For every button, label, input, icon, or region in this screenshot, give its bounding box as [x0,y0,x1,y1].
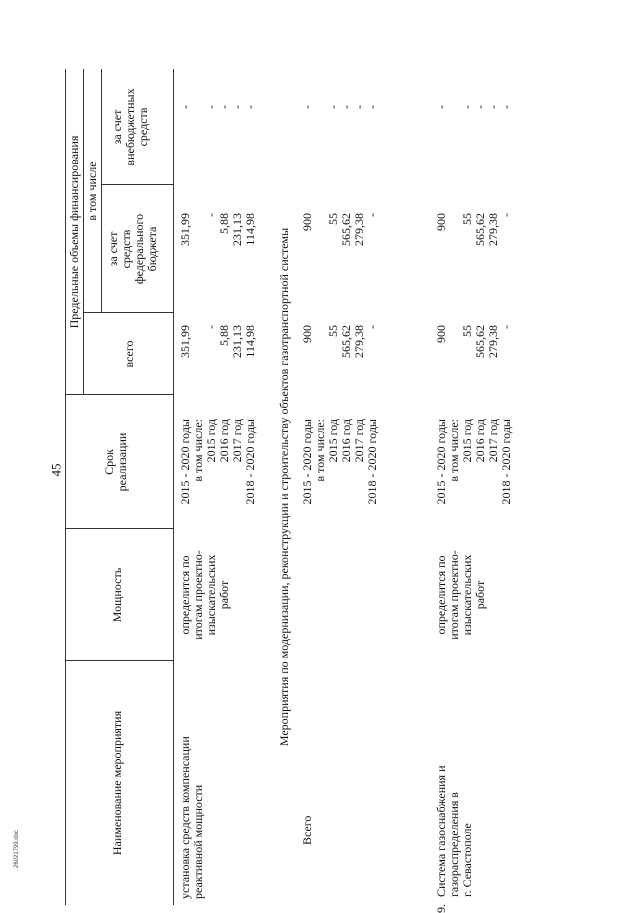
row9-period: 2015 - 2020 годы в том числе: 2015 год 2016 год 2017 год 2018 - 2020 годы [434,419,513,505]
row-total-federal: 900 55 565,62 279,38 - [300,213,379,246]
row9-name: Система газоснабжения и газораспределения в г. Севастополе [434,765,474,897]
row-total-name: Всего [300,815,314,845]
header-extrabudget: за счет внебюджетных средств [110,88,150,166]
including-sub-border [101,69,102,313]
section-title: Мероприятия по модернизации, реконструкции и строительству объектов газотранспортной системы [277,227,291,747]
row9-federal: 900 55 565,62 279,38 - [434,213,513,246]
row9-total: 900 55 565,62 279,38 - [434,325,513,358]
row-total-period: 2015 - 2020 годы в том числе: 2015 год 2016 год 2017 год 2018 - 2020 годы [300,419,379,505]
header-capacity: Мощность [110,567,124,623]
header-bottom-border [173,69,174,905]
row1-federal: 351,99 - 5,88 231,13 114,98 [178,213,257,246]
row9-extrabudget: - - - - - [434,105,513,109]
row9-num: 9. [434,904,448,913]
row-total-total: 900 55 565,62 279,38 - [300,325,379,358]
table-top-border [65,69,66,905]
row1-period: 2015 - 2020 годы в том числе: 2015 год 2016 год 2017 год 2018 - 2020 годы [178,419,257,505]
row1-extrabudget: - - - - - [178,105,257,109]
header-including: в том числе [85,161,99,221]
row9-capacity: определится по итогам проектно- изыскательских работ [434,550,487,640]
header-financing: Предельные объемы финансирования [67,135,81,329]
row1-total: 351,99 - 5,88 231,13 114,98 [178,325,257,358]
header-name: Наименование мероприятия [110,710,124,856]
financing-sub-border [83,69,84,395]
row1-name: установка средств компенсации реактивной мощности [178,736,205,899]
header-period: Срок реализации [102,432,129,492]
footer-filename: 26021799.doc [14,829,20,868]
rotated-table [65,65,590,913]
row-total-extrabudget: - - - - - [300,105,379,109]
page-number: 45 [48,463,64,477]
row1-capacity: определится по итогам проектно- изыскательских работ [178,550,231,640]
header-total: всего [122,340,136,368]
header-federal: за счет средств федерального бюджета [106,213,159,285]
